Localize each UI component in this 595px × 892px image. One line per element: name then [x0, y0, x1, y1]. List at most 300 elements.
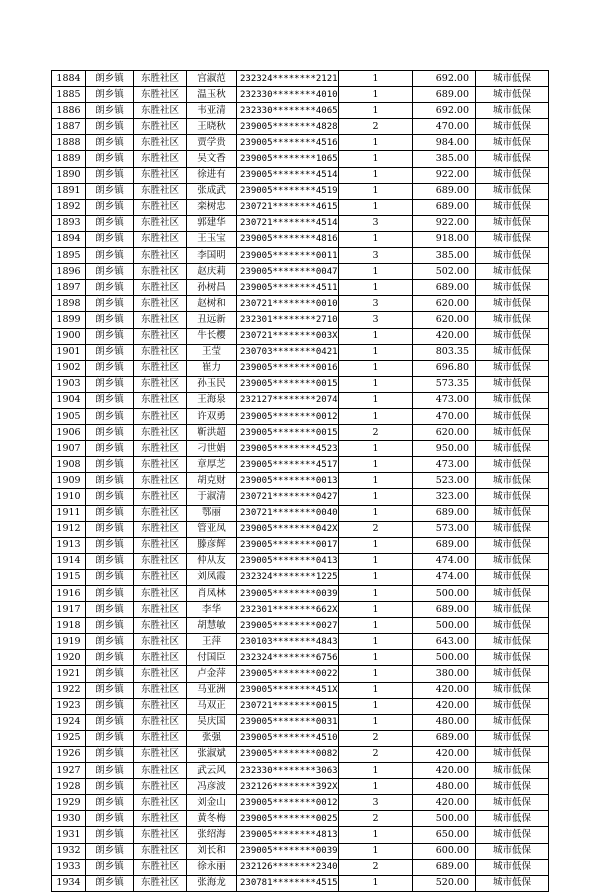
person-name-cell: 黄冬梅 — [187, 811, 237, 827]
assistance-type-cell: 城市低保 — [476, 634, 549, 650]
id-number-cell: 239005********0022 — [237, 666, 339, 682]
amount-cell: 500.00 — [413, 650, 476, 666]
assistance-type-cell: 城市低保 — [476, 376, 549, 392]
person-name-cell: 冯彦波 — [187, 779, 237, 795]
assistance-type-cell: 城市低保 — [476, 183, 549, 199]
person-name-cell: 章厚芝 — [187, 457, 237, 473]
assistance-type-cell: 城市低保 — [476, 875, 549, 891]
id-number-cell: 239005********4517 — [237, 457, 339, 473]
table-row — [52, 408, 549, 424]
table-row — [52, 698, 549, 714]
id-number-cell: 239005********0016 — [237, 360, 339, 376]
town-cell: 朗乡镇 — [86, 441, 134, 457]
person-name-cell: 韦亚清 — [187, 103, 237, 119]
id-number-cell: 232324********2121 — [237, 71, 339, 87]
table-row — [52, 537, 549, 553]
community-cell: 东胜社区 — [134, 135, 187, 151]
community-cell: 东胜社区 — [134, 537, 187, 553]
amount-cell: 689.00 — [413, 730, 476, 746]
household-count-cell: 1 — [339, 135, 413, 151]
table-row — [52, 119, 549, 135]
amount-cell: 689.00 — [413, 505, 476, 521]
community-cell: 东胜社区 — [134, 666, 187, 682]
household-count-cell: 1 — [339, 457, 413, 473]
amount-cell: 696.80 — [413, 360, 476, 376]
person-name-cell: 王萍 — [187, 634, 237, 650]
row-number-cell: 1915 — [52, 569, 86, 585]
table-row — [52, 328, 549, 344]
assistance-type-cell: 城市低保 — [476, 537, 549, 553]
amount-cell: 420.00 — [413, 795, 476, 811]
household-count-cell: 3 — [339, 312, 413, 328]
town-cell: 朗乡镇 — [86, 634, 134, 650]
table-row — [52, 280, 549, 296]
household-count-cell: 1 — [339, 151, 413, 167]
household-count-cell: 1 — [339, 843, 413, 859]
amount-cell: 620.00 — [413, 425, 476, 441]
table-row — [52, 586, 549, 602]
amount-cell: 520.00 — [413, 875, 476, 891]
community-cell: 东胜社区 — [134, 521, 187, 537]
row-number-cell: 1930 — [52, 811, 86, 827]
assistance-type-cell: 城市低保 — [476, 843, 549, 859]
amount-cell: 643.00 — [413, 634, 476, 650]
row-number-cell: 1924 — [52, 714, 86, 730]
household-count-cell: 3 — [339, 248, 413, 264]
table-row — [52, 425, 549, 441]
row-number-cell: 1887 — [52, 119, 86, 135]
table-row — [52, 682, 549, 698]
row-number-cell: 1906 — [52, 425, 86, 441]
town-cell: 朗乡镇 — [86, 650, 134, 666]
amount-cell: 803.35 — [413, 344, 476, 360]
town-cell: 朗乡镇 — [86, 344, 134, 360]
person-name-cell: 张绍海 — [187, 827, 237, 843]
community-cell: 东胜社区 — [134, 167, 187, 183]
community-cell: 东胜社区 — [134, 618, 187, 634]
community-cell: 东胜社区 — [134, 280, 187, 296]
records-table-body — [52, 71, 549, 892]
town-cell: 朗乡镇 — [86, 264, 134, 280]
town-cell: 朗乡镇 — [86, 843, 134, 859]
table-row — [52, 392, 549, 408]
row-number-cell: 1907 — [52, 441, 86, 457]
person-name-cell: 崔力 — [187, 360, 237, 376]
assistance-type-cell: 城市低保 — [476, 135, 549, 151]
amount-cell: 692.00 — [413, 71, 476, 87]
row-number-cell: 1893 — [52, 215, 86, 231]
community-cell: 东胜社区 — [134, 199, 187, 215]
row-number-cell: 1927 — [52, 763, 86, 779]
person-name-cell: 李国明 — [187, 248, 237, 264]
table-row — [52, 843, 549, 859]
household-count-cell: 1 — [339, 183, 413, 199]
household-count-cell: 1 — [339, 231, 413, 247]
town-cell: 朗乡镇 — [86, 71, 134, 87]
person-name-cell: 马双正 — [187, 698, 237, 714]
community-cell: 东胜社区 — [134, 183, 187, 199]
town-cell: 朗乡镇 — [86, 119, 134, 135]
person-name-cell: 刘金山 — [187, 795, 237, 811]
row-number-cell: 1913 — [52, 537, 86, 553]
town-cell: 朗乡镇 — [86, 135, 134, 151]
town-cell: 朗乡镇 — [86, 473, 134, 489]
community-cell: 东胜社区 — [134, 87, 187, 103]
assistance-type-cell: 城市低保 — [476, 698, 549, 714]
id-number-cell: 239005********4511 — [237, 280, 339, 296]
household-count-cell: 1 — [339, 489, 413, 505]
id-number-cell: 239005********4516 — [237, 135, 339, 151]
table-row — [52, 344, 549, 360]
household-count-cell: 1 — [339, 827, 413, 843]
table-row — [52, 714, 549, 730]
community-cell: 东胜社区 — [134, 151, 187, 167]
assistance-type-cell: 城市低保 — [476, 586, 549, 602]
assistance-type-cell: 城市低保 — [476, 103, 549, 119]
community-cell: 东胜社区 — [134, 457, 187, 473]
table-row — [52, 167, 549, 183]
community-cell: 东胜社区 — [134, 682, 187, 698]
assistance-type-cell: 城市低保 — [476, 618, 549, 634]
community-cell: 东胜社区 — [134, 859, 187, 875]
assistance-type-cell: 城市低保 — [476, 859, 549, 875]
amount-cell: 620.00 — [413, 296, 476, 312]
town-cell: 朗乡镇 — [86, 553, 134, 569]
assistance-type-cell: 城市低保 — [476, 730, 549, 746]
town-cell: 朗乡镇 — [86, 328, 134, 344]
row-number-cell: 1918 — [52, 618, 86, 634]
amount-cell: 950.00 — [413, 441, 476, 457]
table-row — [52, 795, 549, 811]
amount-cell: 922.00 — [413, 215, 476, 231]
amount-cell: 620.00 — [413, 312, 476, 328]
person-name-cell: 许双勇 — [187, 408, 237, 424]
household-count-cell: 1 — [339, 264, 413, 280]
id-number-cell: 239005********0013 — [237, 473, 339, 489]
community-cell: 东胜社区 — [134, 71, 187, 87]
person-name-cell: 胡克财 — [187, 473, 237, 489]
table-row — [52, 746, 549, 762]
row-number-cell: 1908 — [52, 457, 86, 473]
person-name-cell: 王晓秋 — [187, 119, 237, 135]
amount-cell: 650.00 — [413, 827, 476, 843]
assistance-type-cell: 城市低保 — [476, 763, 549, 779]
id-number-cell: 232330********3063 — [237, 763, 339, 779]
community-cell: 东胜社区 — [134, 602, 187, 618]
town-cell: 朗乡镇 — [86, 537, 134, 553]
town-cell: 朗乡镇 — [86, 183, 134, 199]
row-number-cell: 1916 — [52, 586, 86, 602]
row-number-cell: 1917 — [52, 602, 86, 618]
town-cell: 朗乡镇 — [86, 215, 134, 231]
row-number-cell: 1931 — [52, 827, 86, 843]
table-row — [52, 521, 549, 537]
amount-cell: 473.00 — [413, 457, 476, 473]
assistance-type-cell: 城市低保 — [476, 328, 549, 344]
assistance-type-cell: 城市低保 — [476, 473, 549, 489]
town-cell: 朗乡镇 — [86, 521, 134, 537]
town-cell: 朗乡镇 — [86, 425, 134, 441]
records-table — [51, 70, 549, 892]
community-cell: 东胜社区 — [134, 875, 187, 891]
row-number-cell: 1888 — [52, 135, 86, 151]
person-name-cell: 张强 — [187, 730, 237, 746]
town-cell: 朗乡镇 — [86, 199, 134, 215]
row-number-cell: 1894 — [52, 231, 86, 247]
id-number-cell: 239005********4523 — [237, 441, 339, 457]
id-number-cell: 232330********4065 — [237, 103, 339, 119]
row-number-cell: 1884 — [52, 71, 86, 87]
assistance-type-cell: 城市低保 — [476, 264, 549, 280]
table-row — [52, 730, 549, 746]
id-number-cell: 232330********4010 — [237, 87, 339, 103]
household-count-cell: 1 — [339, 505, 413, 521]
town-cell: 朗乡镇 — [86, 151, 134, 167]
assistance-type-cell: 城市低保 — [476, 666, 549, 682]
amount-cell: 470.00 — [413, 119, 476, 135]
community-cell: 东胜社区 — [134, 312, 187, 328]
community-cell: 东胜社区 — [134, 392, 187, 408]
household-count-cell: 1 — [339, 537, 413, 553]
row-number-cell: 1886 — [52, 103, 86, 119]
town-cell: 朗乡镇 — [86, 505, 134, 521]
community-cell: 东胜社区 — [134, 827, 187, 843]
table-row — [52, 650, 549, 666]
community-cell: 东胜社区 — [134, 264, 187, 280]
table-row — [52, 71, 549, 87]
household-count-cell: 1 — [339, 682, 413, 698]
amount-cell: 918.00 — [413, 231, 476, 247]
row-number-cell: 1902 — [52, 360, 86, 376]
assistance-type-cell: 城市低保 — [476, 296, 549, 312]
household-count-cell: 1 — [339, 103, 413, 119]
town-cell: 朗乡镇 — [86, 376, 134, 392]
id-number-cell: 239005********0039 — [237, 586, 339, 602]
household-count-cell: 1 — [339, 71, 413, 87]
table-row — [52, 489, 549, 505]
table-row — [52, 312, 549, 328]
community-cell: 东胜社区 — [134, 650, 187, 666]
person-name-cell: 栾树忠 — [187, 199, 237, 215]
id-number-cell: 230721********0015 — [237, 698, 339, 714]
town-cell: 朗乡镇 — [86, 296, 134, 312]
person-name-cell: 丑远新 — [187, 312, 237, 328]
household-count-cell: 1 — [339, 376, 413, 392]
person-name-cell: 刘凤霞 — [187, 569, 237, 585]
id-number-cell: 232324********6756 — [237, 650, 339, 666]
household-count-cell: 1 — [339, 280, 413, 296]
town-cell: 朗乡镇 — [86, 248, 134, 264]
community-cell: 东胜社区 — [134, 795, 187, 811]
person-name-cell: 靳洪超 — [187, 425, 237, 441]
household-count-cell: 1 — [339, 360, 413, 376]
id-number-cell: 232127********2074 — [237, 392, 339, 408]
community-cell: 东胜社区 — [134, 248, 187, 264]
table-row — [52, 199, 549, 215]
assistance-type-cell: 城市低保 — [476, 215, 549, 231]
town-cell: 朗乡镇 — [86, 795, 134, 811]
row-number-cell: 1903 — [52, 376, 86, 392]
town-cell: 朗乡镇 — [86, 586, 134, 602]
assistance-type-cell: 城市低保 — [476, 312, 549, 328]
town-cell: 朗乡镇 — [86, 779, 134, 795]
id-number-cell: 232301********662X — [237, 602, 339, 618]
town-cell: 朗乡镇 — [86, 87, 134, 103]
household-count-cell: 1 — [339, 473, 413, 489]
amount-cell: 689.00 — [413, 602, 476, 618]
amount-cell: 689.00 — [413, 537, 476, 553]
id-number-cell: 239005********0039 — [237, 843, 339, 859]
town-cell: 朗乡镇 — [86, 859, 134, 875]
row-number-cell: 1934 — [52, 875, 86, 891]
person-name-cell: 李华 — [187, 602, 237, 618]
id-number-cell: 239005********4828 — [237, 119, 339, 135]
community-cell: 东胜社区 — [134, 811, 187, 827]
household-count-cell: 1 — [339, 344, 413, 360]
assistance-type-cell: 城市低保 — [476, 280, 549, 296]
id-number-cell: 239005********0012 — [237, 408, 339, 424]
row-number-cell: 1889 — [52, 151, 86, 167]
amount-cell: 420.00 — [413, 682, 476, 698]
household-count-cell: 1 — [339, 634, 413, 650]
id-number-cell: 232126********2340 — [237, 859, 339, 875]
person-name-cell: 卢金萍 — [187, 666, 237, 682]
person-name-cell: 郭建华 — [187, 215, 237, 231]
table-row — [52, 875, 549, 891]
row-number-cell: 1890 — [52, 167, 86, 183]
town-cell: 朗乡镇 — [86, 698, 134, 714]
person-name-cell: 刘长和 — [187, 843, 237, 859]
community-cell: 东胜社区 — [134, 746, 187, 762]
town-cell: 朗乡镇 — [86, 312, 134, 328]
person-name-cell: 张成武 — [187, 183, 237, 199]
row-number-cell: 1926 — [52, 746, 86, 762]
household-count-cell: 1 — [339, 602, 413, 618]
amount-cell: 474.00 — [413, 553, 476, 569]
amount-cell: 480.00 — [413, 714, 476, 730]
town-cell: 朗乡镇 — [86, 682, 134, 698]
assistance-type-cell: 城市低保 — [476, 425, 549, 441]
amount-cell: 385.00 — [413, 248, 476, 264]
household-count-cell: 2 — [339, 521, 413, 537]
row-number-cell: 1905 — [52, 408, 86, 424]
household-count-cell: 1 — [339, 441, 413, 457]
table-row — [52, 151, 549, 167]
person-name-cell: 张淑斌 — [187, 746, 237, 762]
household-count-cell: 2 — [339, 425, 413, 441]
row-number-cell: 1895 — [52, 248, 86, 264]
town-cell: 朗乡镇 — [86, 811, 134, 827]
person-name-cell: 温玉秋 — [187, 87, 237, 103]
table-row — [52, 779, 549, 795]
household-count-cell: 2 — [339, 811, 413, 827]
table-row — [52, 634, 549, 650]
table-row — [52, 666, 549, 682]
table-row — [52, 376, 549, 392]
town-cell: 朗乡镇 — [86, 569, 134, 585]
town-cell: 朗乡镇 — [86, 280, 134, 296]
id-number-cell: 239005********1065 — [237, 151, 339, 167]
id-number-cell: 232301********2710 — [237, 312, 339, 328]
assistance-type-cell: 城市低保 — [476, 360, 549, 376]
amount-cell: 420.00 — [413, 328, 476, 344]
id-number-cell: 239005********042X — [237, 521, 339, 537]
assistance-type-cell: 城市低保 — [476, 151, 549, 167]
person-name-cell: 刁世娟 — [187, 441, 237, 457]
id-number-cell: 239005********451X — [237, 682, 339, 698]
assistance-type-cell: 城市低保 — [476, 199, 549, 215]
person-name-cell: 赵庆莉 — [187, 264, 237, 280]
town-cell: 朗乡镇 — [86, 763, 134, 779]
community-cell: 东胜社区 — [134, 586, 187, 602]
amount-cell: 470.00 — [413, 408, 476, 424]
amount-cell: 689.00 — [413, 87, 476, 103]
household-count-cell: 1 — [339, 167, 413, 183]
amount-cell: 689.00 — [413, 859, 476, 875]
amount-cell: 420.00 — [413, 763, 476, 779]
id-number-cell: 230721********0010 — [237, 296, 339, 312]
amount-cell: 473.00 — [413, 392, 476, 408]
person-name-cell: 孙树昌 — [187, 280, 237, 296]
amount-cell: 922.00 — [413, 167, 476, 183]
town-cell: 朗乡镇 — [86, 827, 134, 843]
community-cell: 东胜社区 — [134, 376, 187, 392]
table-row — [52, 264, 549, 280]
person-name-cell: 于淑清 — [187, 489, 237, 505]
household-count-cell: 1 — [339, 408, 413, 424]
table-row — [52, 602, 549, 618]
id-number-cell: 239005********0012 — [237, 795, 339, 811]
row-number-cell: 1925 — [52, 730, 86, 746]
person-name-cell: 徐进有 — [187, 167, 237, 183]
id-number-cell: 230781********4515 — [237, 875, 339, 891]
town-cell: 朗乡镇 — [86, 746, 134, 762]
amount-cell: 689.00 — [413, 183, 476, 199]
row-number-cell: 1919 — [52, 634, 86, 650]
row-number-cell: 1923 — [52, 698, 86, 714]
row-number-cell: 1897 — [52, 280, 86, 296]
table-row — [52, 296, 549, 312]
community-cell: 东胜社区 — [134, 441, 187, 457]
household-count-cell: 3 — [339, 795, 413, 811]
assistance-type-cell: 城市低保 — [476, 457, 549, 473]
table-row — [52, 457, 549, 473]
person-name-cell: 吴庆国 — [187, 714, 237, 730]
household-count-cell: 1 — [339, 553, 413, 569]
amount-cell: 692.00 — [413, 103, 476, 119]
id-number-cell: 239005********4813 — [237, 827, 339, 843]
community-cell: 东胜社区 — [134, 489, 187, 505]
id-number-cell: 230103********4843 — [237, 634, 339, 650]
amount-cell: 689.00 — [413, 280, 476, 296]
id-number-cell: 232324********1225 — [237, 569, 339, 585]
person-name-cell: 滕彦辉 — [187, 537, 237, 553]
assistance-type-cell: 城市低保 — [476, 231, 549, 247]
amount-cell: 420.00 — [413, 698, 476, 714]
assistance-type-cell: 城市低保 — [476, 714, 549, 730]
id-number-cell: 230703********0421 — [237, 344, 339, 360]
community-cell: 东胜社区 — [134, 843, 187, 859]
town-cell: 朗乡镇 — [86, 392, 134, 408]
household-count-cell: 1 — [339, 763, 413, 779]
town-cell: 朗乡镇 — [86, 618, 134, 634]
community-cell: 东胜社区 — [134, 730, 187, 746]
person-name-cell: 仲从友 — [187, 553, 237, 569]
amount-cell: 380.00 — [413, 666, 476, 682]
id-number-cell: 239005********4510 — [237, 730, 339, 746]
assistance-type-cell: 城市低保 — [476, 119, 549, 135]
row-number-cell: 1932 — [52, 843, 86, 859]
